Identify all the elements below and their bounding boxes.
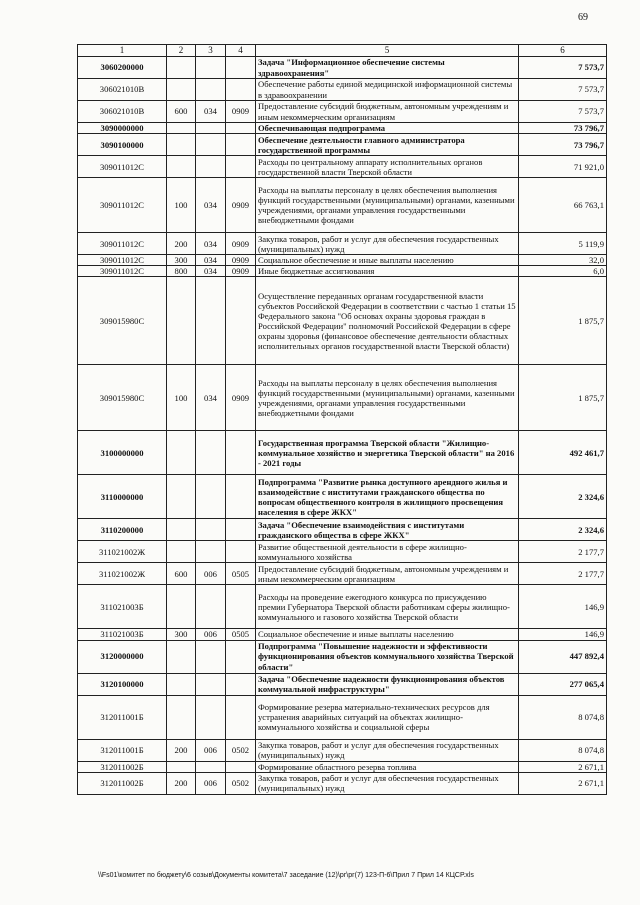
- cell-name: Предоставление субсидий бюджетным, автономным учреждениям и иным некоммерческим организациям: [256, 101, 519, 123]
- cell-administrator: [196, 277, 226, 365]
- table-row: [78, 431, 607, 475]
- cell-section: [226, 695, 256, 739]
- cell-amount: 1 875,7: [519, 277, 607, 365]
- cell-amount: 2 177,7: [519, 541, 607, 563]
- cell-code: 306021010В: [78, 101, 167, 123]
- cell-code: 3090100000: [78, 134, 167, 156]
- cell-code: 306021010В: [78, 79, 167, 101]
- cell-section: 0909: [226, 255, 256, 266]
- cell-administrator: [196, 431, 226, 475]
- cell-expense-type: [167, 277, 196, 365]
- cell-expense-type: 200: [167, 739, 196, 761]
- cell-name: Закупка товаров, работ и услуг для обеспечения государственных (муниципальных) нужд: [256, 772, 519, 794]
- cell-administrator: [196, 57, 226, 79]
- cell-expense-type: [167, 673, 196, 695]
- cell-name: Предоставление субсидий бюджетным, автономным учреждениям и иным некоммерческим организациям: [256, 563, 519, 585]
- cell-section: [226, 123, 256, 134]
- cell-code: 309011012С: [78, 156, 167, 178]
- cell-amount: 7 573,7: [519, 79, 607, 101]
- cell-administrator: 006: [196, 563, 226, 585]
- cell-administrator: 034: [196, 266, 226, 277]
- table-row: [78, 277, 607, 365]
- cell-section: 0505: [226, 563, 256, 585]
- cell-section: 0909: [226, 101, 256, 123]
- cell-section: [226, 134, 256, 156]
- cell-expense-type: 300: [167, 255, 196, 266]
- cell-administrator: [196, 156, 226, 178]
- cell-expense-type: 600: [167, 563, 196, 585]
- budget-table: [77, 44, 607, 795]
- cell-section: [226, 79, 256, 101]
- table-row: [78, 57, 607, 79]
- cell-name: Формирование резерва материально-технических ресурсов для устранения аварийных ситуаций на объектах жилищно-коммунального хозяйства и социальной сферы: [256, 695, 519, 739]
- cell-expense-type: 600: [167, 101, 196, 123]
- cell-expense-type: [167, 156, 196, 178]
- table-row: [78, 365, 607, 431]
- cell-amount: 2 671,1: [519, 761, 607, 772]
- cell-administrator: 034: [196, 178, 226, 233]
- cell-code: 311021002Ж: [78, 541, 167, 563]
- cell-code: 309011012С: [78, 255, 167, 266]
- cell-amount: 8 074,8: [519, 739, 607, 761]
- cell-name: Социальное обеспечение и иные выплаты населению: [256, 629, 519, 640]
- cell-code: 309015980С: [78, 277, 167, 365]
- cell-name: Формирование областного резерва топлива: [256, 761, 519, 772]
- cell-name: Подпрограмма "Развитие рынка доступного арендного жилья и взаимодействие с институтами гражданского общества по вопросам общественного контроля в жилищного просвещения населения в сфере ЖКХ": [256, 475, 519, 519]
- cell-name: Расходы на выплаты персоналу в целях обеспечения выполнения функций государственными (муниципальными) органами, казенными учреждениями, органами управления государственными внебюджетными фондами: [256, 178, 519, 233]
- cell-expense-type: 800: [167, 266, 196, 277]
- cell-code: 309015980С: [78, 365, 167, 431]
- cell-administrator: 006: [196, 739, 226, 761]
- cell-amount: 2 671,1: [519, 772, 607, 794]
- cell-administrator: 034: [196, 233, 226, 255]
- cell-code: 3060200000: [78, 57, 167, 79]
- cell-expense-type: [167, 123, 196, 134]
- cell-name: Задача "Обеспечение взаимодействия с институтами гражданского общества в сфере ЖКХ": [256, 519, 519, 541]
- cell-name: Государственная программа Тверской области "Жилищно-коммунальное хозяйство и энергетика Тверской области" на 2016 - 2021 годы: [256, 431, 519, 475]
- cell-code: 3100000000: [78, 431, 167, 475]
- cell-code: 312011001Б: [78, 739, 167, 761]
- cell-amount: 2 177,7: [519, 563, 607, 585]
- cell-amount: 2 324,6: [519, 519, 607, 541]
- cell-amount: 7 573,7: [519, 57, 607, 79]
- table-row: [78, 519, 607, 541]
- cell-code: 3110000000: [78, 475, 167, 519]
- cell-amount: 492 461,7: [519, 431, 607, 475]
- cell-expense-type: [167, 57, 196, 79]
- table-row: [78, 101, 607, 123]
- header-col-5: 5: [256, 45, 519, 57]
- cell-amount: 277 065,4: [519, 673, 607, 695]
- cell-code: 3120100000: [78, 673, 167, 695]
- cell-administrator: 006: [196, 772, 226, 794]
- cell-section: 0909: [226, 178, 256, 233]
- cell-expense-type: [167, 431, 196, 475]
- cell-expense-type: [167, 79, 196, 101]
- cell-administrator: [196, 640, 226, 673]
- cell-section: [226, 431, 256, 475]
- cell-code: 311021003Б: [78, 629, 167, 640]
- cell-code: 311021003Б: [78, 585, 167, 629]
- cell-name: Расходы на проведение ежегодного конкурса по присуждению премии Губернатора Тверской области работникам сферы жилищно-коммунального и газового хозяйства Тверской области: [256, 585, 519, 629]
- header-col-3: 3: [196, 45, 226, 57]
- cell-section: [226, 519, 256, 541]
- cell-name: Осуществление переданных органам государственной власти субъектов Российской Федерации в соответствии с частью 1 статьи 15 Федерального закона "Об основах охраны здоровья граждан в Российской Федерации" полномочий Российской Федерации в сфере охраны здоровья (финансовое обеспечение деятельности областных исполнительных органов государственной власти Тверской области): [256, 277, 519, 365]
- cell-section: 0909: [226, 233, 256, 255]
- cell-name: Иные бюджетные ассигнования: [256, 266, 519, 277]
- cell-administrator: [196, 761, 226, 772]
- cell-section: [226, 585, 256, 629]
- cell-amount: 146,9: [519, 585, 607, 629]
- cell-name: Социальное обеспечение и иные выплаты населению: [256, 255, 519, 266]
- cell-code: 309011012С: [78, 233, 167, 255]
- cell-section: [226, 57, 256, 79]
- cell-expense-type: [167, 519, 196, 541]
- cell-administrator: 034: [196, 365, 226, 431]
- table-row: [78, 585, 607, 629]
- table-row: [78, 761, 607, 772]
- cell-amount: 5 119,9: [519, 233, 607, 255]
- cell-amount: 8 074,8: [519, 695, 607, 739]
- cell-amount: 146,9: [519, 629, 607, 640]
- cell-name: Задача "Обеспечение надежности функционирования объектов коммунальной инфраструктуры": [256, 673, 519, 695]
- cell-section: 0502: [226, 739, 256, 761]
- table-row: [78, 563, 607, 585]
- cell-section: [226, 541, 256, 563]
- cell-code: 3110200000: [78, 519, 167, 541]
- cell-expense-type: 300: [167, 629, 196, 640]
- cell-amount: 73 796,7: [519, 134, 607, 156]
- table-row: [78, 629, 607, 640]
- cell-administrator: [196, 673, 226, 695]
- cell-expense-type: [167, 475, 196, 519]
- table-row: [78, 134, 607, 156]
- cell-amount: 66 763,1: [519, 178, 607, 233]
- cell-code: 3120000000: [78, 640, 167, 673]
- cell-name: Расходы по центральному аппарату исполнительных органов государственной власти Тверской области: [256, 156, 519, 178]
- cell-section: 0909: [226, 365, 256, 431]
- cell-expense-type: [167, 640, 196, 673]
- table-row: [78, 695, 607, 739]
- cell-code: 312011002Б: [78, 761, 167, 772]
- file-path-footer: \\Fs01\комитет по бюджету\6 созыв\Документы комитета\7 заседание (12)\рг\рг(7) 123-П-6\Прил 7 Прил 14 КЦСР.xls: [98, 872, 474, 879]
- header-col-1: 1: [78, 45, 167, 57]
- table-row: [78, 640, 607, 673]
- cell-administrator: 034: [196, 255, 226, 266]
- cell-section: 0505: [226, 629, 256, 640]
- cell-code: 312011001Б: [78, 695, 167, 739]
- table-row: [78, 266, 607, 277]
- cell-name: Закупка товаров, работ и услуг для обеспечения государственных (муниципальных) нужд: [256, 233, 519, 255]
- cell-name: Обеспечение работы единой медицинской информационной системы в здравоохранении: [256, 79, 519, 101]
- cell-administrator: [196, 585, 226, 629]
- cell-name: Задача "Информационное обеспечение системы здравоохранения": [256, 57, 519, 79]
- cell-section: [226, 475, 256, 519]
- cell-expense-type: [167, 134, 196, 156]
- cell-name: Обеспечение деятельности главного администратора государственной программы: [256, 134, 519, 156]
- cell-administrator: [196, 134, 226, 156]
- cell-code: 309011012С: [78, 266, 167, 277]
- cell-amount: 2 324,6: [519, 475, 607, 519]
- cell-section: 0909: [226, 266, 256, 277]
- cell-amount: 32,0: [519, 255, 607, 266]
- table-row: [78, 178, 607, 233]
- cell-expense-type: 200: [167, 233, 196, 255]
- table-header-row: [78, 45, 607, 57]
- cell-expense-type: 100: [167, 365, 196, 431]
- cell-expense-type: [167, 541, 196, 563]
- cell-administrator: [196, 123, 226, 134]
- cell-section: [226, 277, 256, 365]
- cell-section: [226, 761, 256, 772]
- header-col-6: 6: [519, 45, 607, 57]
- header-col-4: 4: [226, 45, 256, 57]
- table-row: [78, 673, 607, 695]
- cell-expense-type: 200: [167, 772, 196, 794]
- cell-code: 3090000000: [78, 123, 167, 134]
- cell-administrator: 006: [196, 629, 226, 640]
- table-row: [78, 255, 607, 266]
- cell-amount: 447 892,4: [519, 640, 607, 673]
- table-row: [78, 541, 607, 563]
- table-row: [78, 156, 607, 178]
- cell-administrator: [196, 541, 226, 563]
- cell-code: 311021002Ж: [78, 563, 167, 585]
- cell-expense-type: [167, 761, 196, 772]
- cell-section: [226, 156, 256, 178]
- cell-administrator: [196, 475, 226, 519]
- cell-code: 309011012С: [78, 178, 167, 233]
- cell-administrator: [196, 695, 226, 739]
- cell-amount: 7 573,7: [519, 101, 607, 123]
- cell-name: Расходы на выплаты персоналу в целях обеспечения выполнения функций государственными (муниципальными) органами, казенными учреждениями, органами управления государственными внебюджетными фондами: [256, 365, 519, 431]
- table-row: [78, 79, 607, 101]
- cell-amount: 71 921,0: [519, 156, 607, 178]
- page-number: 69: [578, 12, 588, 23]
- cell-section: [226, 640, 256, 673]
- table-row: [78, 233, 607, 255]
- cell-name: Подпрограмма "Повышение надежности и эффективности функционирования объектов коммунального хозяйства Тверской области": [256, 640, 519, 673]
- cell-administrator: [196, 79, 226, 101]
- cell-name: Закупка товаров, работ и услуг для обеспечения государственных (муниципальных) нужд: [256, 739, 519, 761]
- table-row: [78, 739, 607, 761]
- cell-amount: 1 875,7: [519, 365, 607, 431]
- cell-amount: 6,0: [519, 266, 607, 277]
- table-row: [78, 123, 607, 134]
- header-col-2: 2: [167, 45, 196, 57]
- cell-code: 312011002Б: [78, 772, 167, 794]
- table-row: [78, 475, 607, 519]
- cell-administrator: [196, 519, 226, 541]
- cell-name: Обеспечивающая подпрограмма: [256, 123, 519, 134]
- cell-section: [226, 673, 256, 695]
- cell-name: Развитие общественной деятельности в сфере жилищно-коммунального хозяйства: [256, 541, 519, 563]
- cell-expense-type: [167, 585, 196, 629]
- cell-amount: 73 796,7: [519, 123, 607, 134]
- cell-administrator: 034: [196, 101, 226, 123]
- table-row: [78, 772, 607, 794]
- cell-expense-type: [167, 695, 196, 739]
- cell-expense-type: 100: [167, 178, 196, 233]
- cell-section: 0502: [226, 772, 256, 794]
